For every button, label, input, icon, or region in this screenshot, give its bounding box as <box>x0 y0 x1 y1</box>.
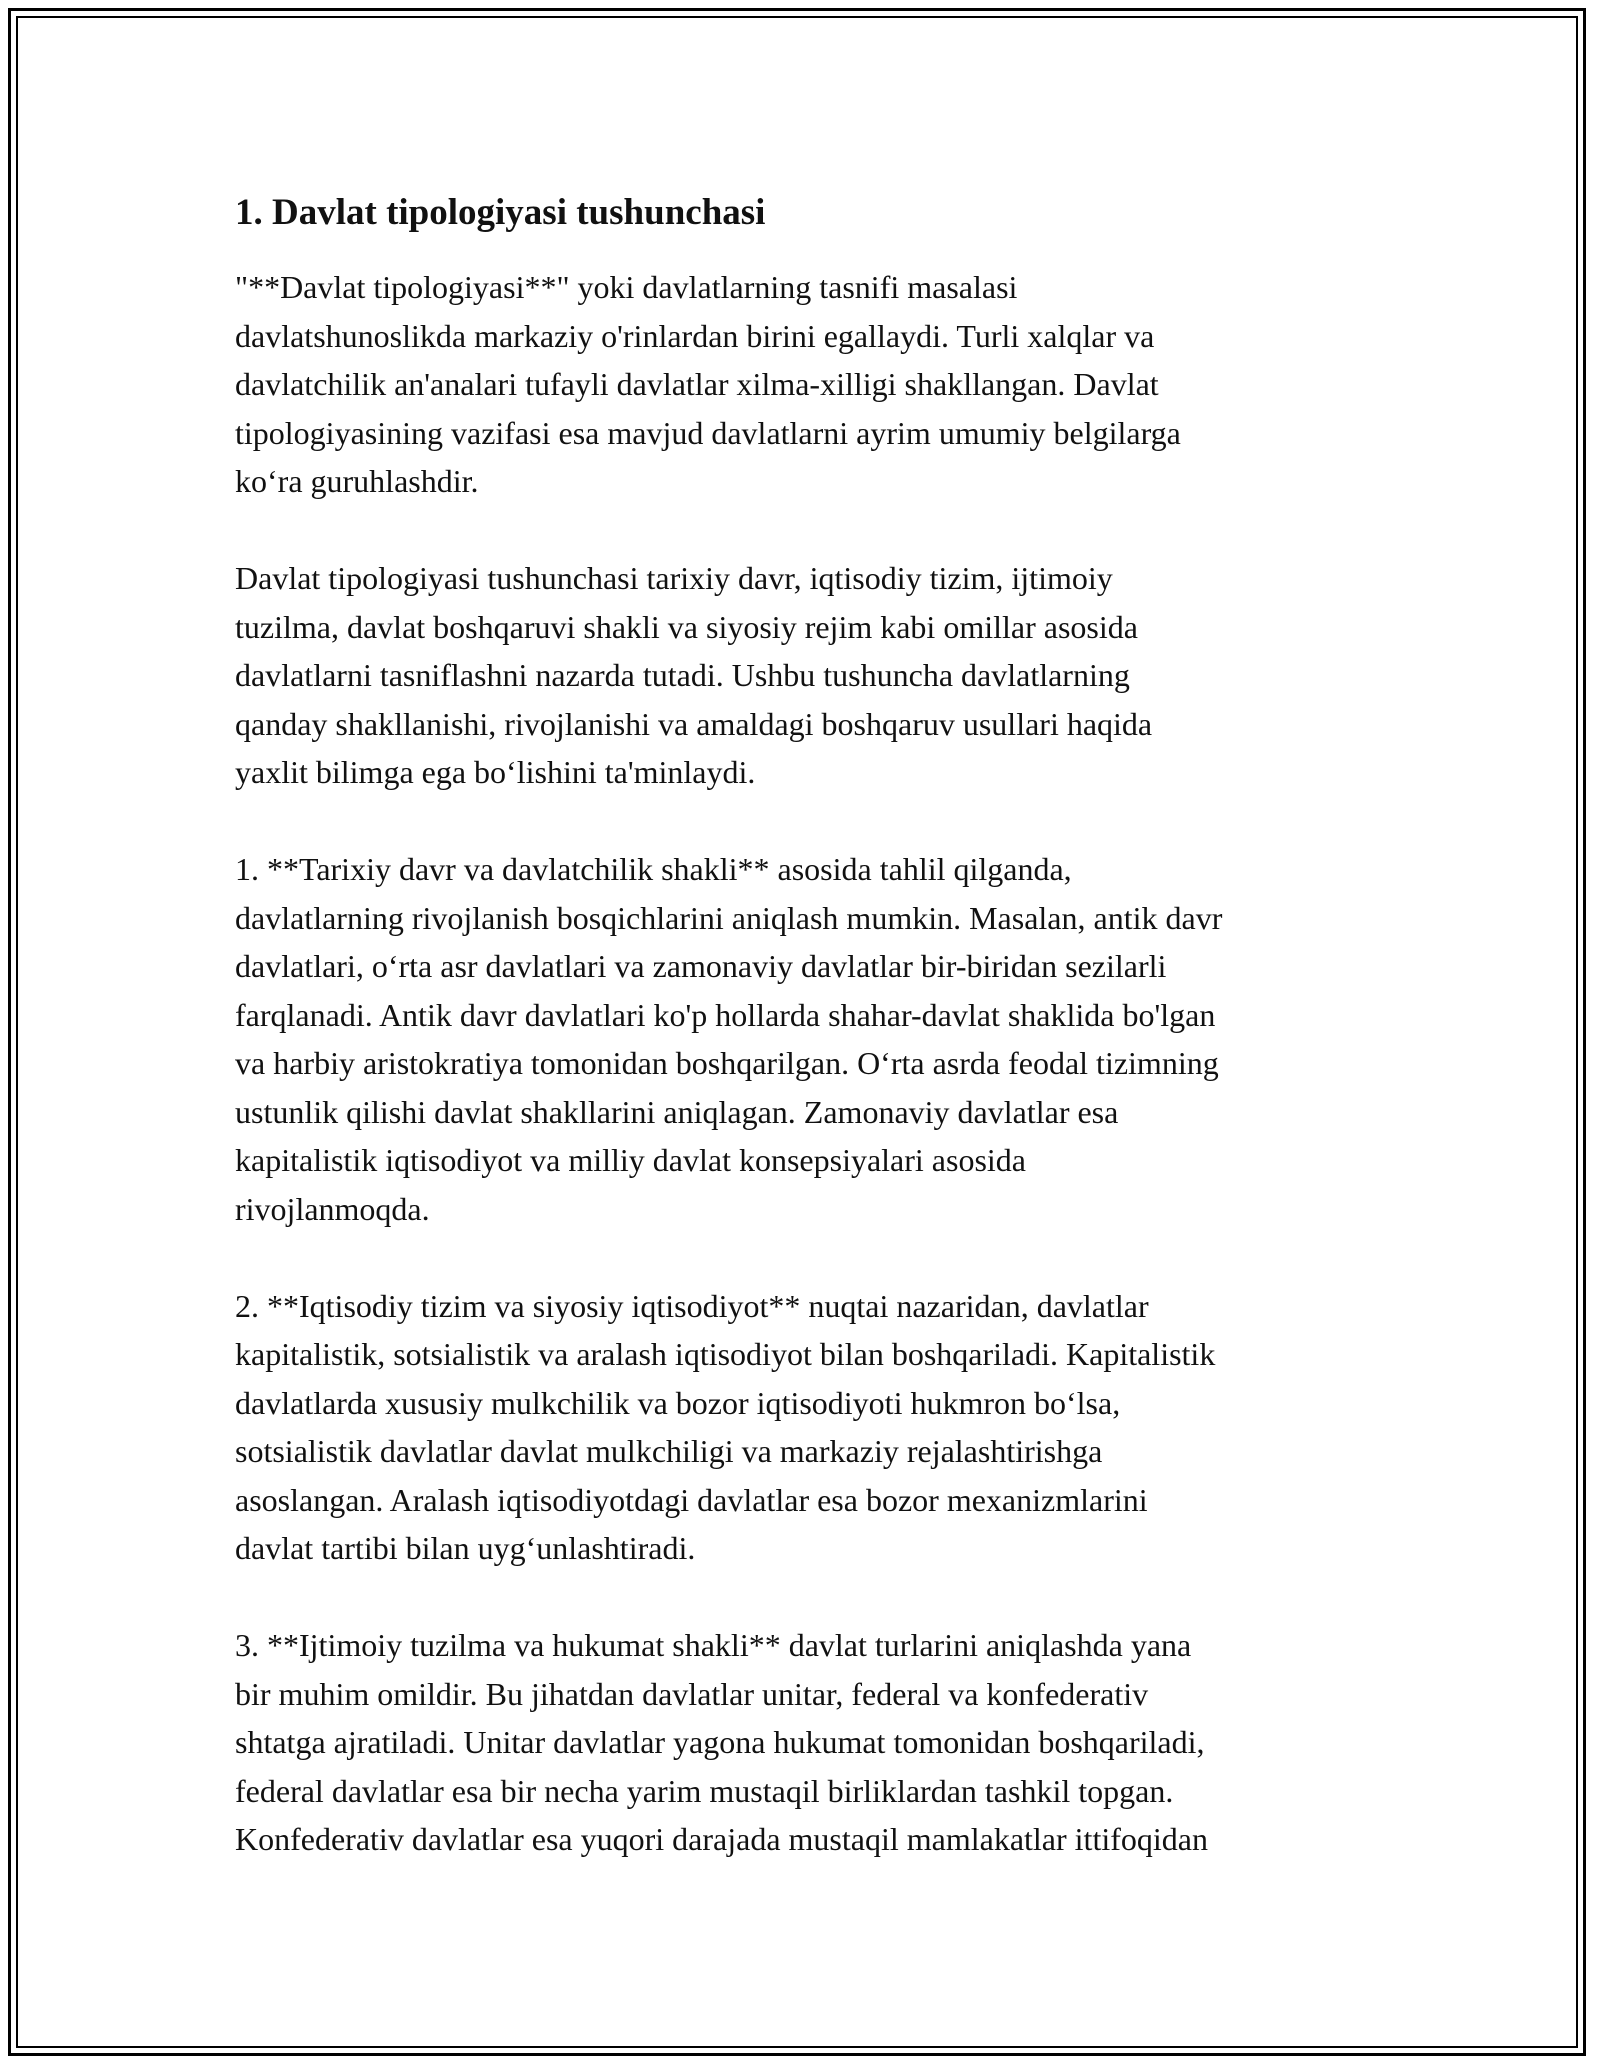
text-line: ustunlik qilishi davlat shakllarini aniqlagan. Zamonaviy davlatlar esa <box>235 1093 1119 1130</box>
text-line: davlatlari, o‘rta asr davlatlari va zamonaviy davlatlar bir-biridan sezilarli <box>235 948 1167 984</box>
text-line: davlatchilik an'analari tufayli davlatlar xilma-xilligi shakllangan. Davlat <box>235 366 1159 402</box>
text-line: rivojlanmoqda. <box>235 1190 430 1227</box>
text-line: sotsialistik davlatlar davlat mulkchiligi va markaziy rejalashtirishga <box>235 1433 1103 1469</box>
text-line: tuzilma, davlat boshqaruvi shakli va siyosiy rejim kabi omillar asosida <box>235 608 1138 645</box>
text-line: qanday shakllanishi, rivojlanishi va amaldagi boshqaruv usullari haqida <box>235 705 1153 742</box>
text-line: yaxlit bilimga ega bo‘lishini ta'minlaydi. <box>235 754 756 790</box>
text-line: davlatshunoslikda markaziy o'rinlardan birini egallaydi. Turli xalqlar va <box>235 317 1155 354</box>
document-body <box>235 183 1375 1864</box>
paragraph-point-2 <box>235 1282 1375 1573</box>
text-line: kapitalistik iqtisodiyot va milliy davlat konsepsiyalari asosida <box>235 1142 1026 1178</box>
text-line: davlat tartibi bilan uyg‘unlashtiradi. <box>235 1530 696 1566</box>
text-line: davlatlarda xususiy mulkchilik va bozor iqtisodiyoti hukmron bo‘lsa, <box>235 1384 1121 1421</box>
text-line: tipologiyasining vazifasi esa mavjud davlatlarni ayrim umumiy belgilarga <box>235 414 1181 451</box>
text-line: farqlanadi. Antik davr davlatlari ko'p hollarda shahar-davlat shaklida bo'lgan <box>235 996 1216 1033</box>
text-line: ko‘ra guruhlashdir. <box>235 463 479 499</box>
section-heading: 1. Davlat tipologiyasi tushunchasi <box>235 192 766 233</box>
paragraph-point-3 <box>235 1621 1375 1864</box>
text-line: bir muhim omildir. Bu jihatdan davlatlar unitar, federal va konfederativ <box>235 1675 1149 1712</box>
text-line: 2. **Iqtisodiy tizim va siyosiy iqtisodiyot** nuqtai nazaridan, davlatlar <box>235 1287 1149 1324</box>
text-line: Konfederativ davlatlar esa yuqori darajada mustaqil mamlakatlar ittifoqidan <box>235 1821 1208 1857</box>
text-line: asoslangan. Aralash iqtisodiyotdagi davlatlar esa bozor mexanizmlarini <box>235 1481 1148 1518</box>
paragraph-intro <box>235 263 1375 506</box>
text-line: kapitalistik, sotsialistik va aralash iqtisodiyot bilan boshqariladi. Kapitalistik <box>235 1336 1216 1372</box>
text-line: davlatlarning rivojlanish bosqichlarini aniqlash mumkin. Masalan, antik davr <box>235 899 1223 936</box>
text-line: 3. **Ijtimoiy tuzilma va hukumat shakli** davlat turlarini aniqlashda yana <box>235 1627 1192 1663</box>
text-line: davlatlarni tasniflashni nazarda tutadi. Ushbu tushuncha davlatlarning <box>235 657 1130 693</box>
text-line: "**Davlat tipologiyasi**" yoki davlatlarning tasnifi masalasi <box>235 269 1018 305</box>
text-line: federal davlatlar esa bir necha yarim mustaqil birliklardan tashkil topgan. <box>235 1772 1174 1809</box>
text-line: 1. **Tarixiy davr va davlatchilik shakli** asosida tahlil qilganda, <box>235 851 1072 887</box>
text-line: Davlat tipologiyasi tushunchasi tarixiy davr, iqtisodiy tizim, ijtimoiy <box>235 560 1113 596</box>
text-line: shtatga ajratiladi. Unitar davlatlar yagona hukumat tomonidan boshqariladi, <box>235 1724 1205 1760</box>
text-line: va harbiy aristokratiya tomonidan boshqarilgan. O‘rta asrda feodal tizimning <box>235 1045 1219 1081</box>
paragraph-point-1 <box>235 845 1375 1233</box>
paragraph-definition <box>235 554 1375 797</box>
